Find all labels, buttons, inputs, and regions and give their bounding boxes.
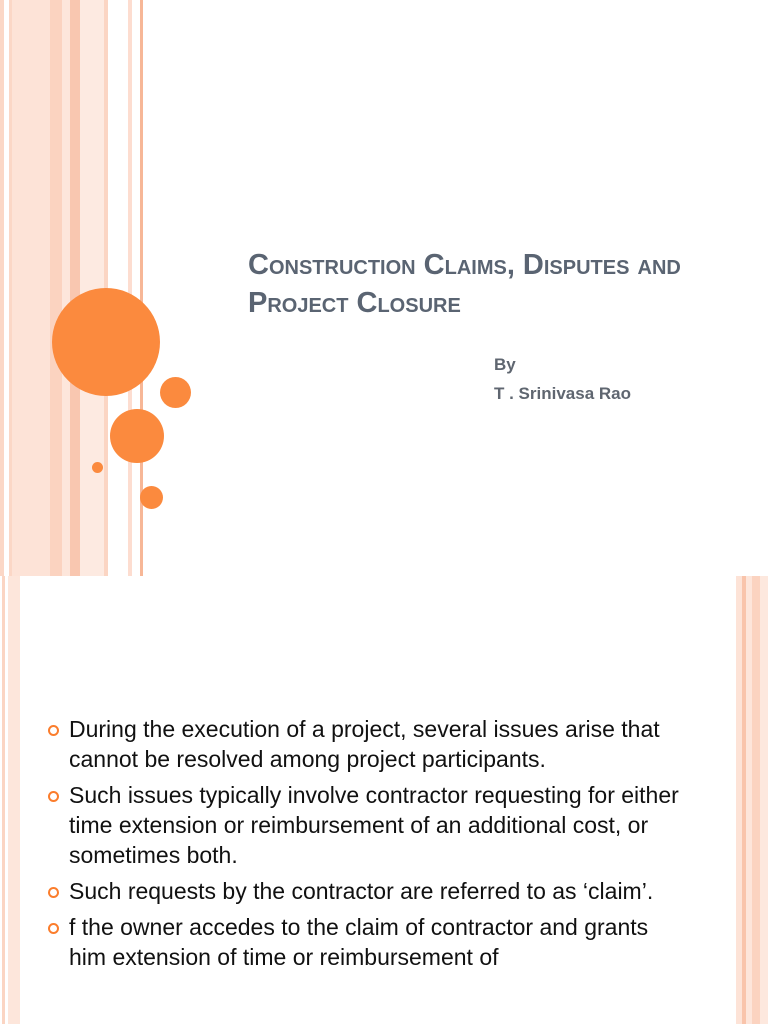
- list-item: [48, 912, 688, 972]
- list-item: [48, 714, 688, 774]
- by-label: By: [494, 355, 516, 374]
- hollow-circle-bullet-icon: [48, 725, 59, 736]
- decorative-stripe: [12, 0, 50, 576]
- hollow-circle-bullet-icon: [48, 791, 59, 802]
- slide-title: Construction Claims, Disputes and Project Closure: [248, 249, 681, 319]
- decorative-stripe: [8, 576, 20, 1024]
- decorative-stripe: [752, 576, 760, 1024]
- decorative-stripe: [0, 0, 4, 576]
- decorative-stripe: [760, 576, 768, 1024]
- decorative-circle-tiny: [92, 462, 103, 473]
- hollow-circle-bullet-icon: [48, 923, 59, 934]
- bullet-text: Such requests by the contractor are referred to as ‘claim’.: [69, 878, 654, 904]
- decorative-stripe: [62, 0, 70, 576]
- decorative-stripe: [50, 0, 62, 576]
- bullet-text: f the owner accedes to the claim of contractor and grants him extension of time or reimbursement of: [69, 914, 649, 970]
- decorative-circle-small: [140, 486, 163, 509]
- list-item: [48, 780, 688, 870]
- bullet-text: During the execution of a project, several issues arise that cannot be resolved among project participants.: [69, 716, 660, 772]
- decorative-stripe: [70, 0, 80, 576]
- hollow-circle-bullet-icon: [48, 887, 59, 898]
- byline: [494, 350, 631, 408]
- decorative-circle-large: [52, 288, 160, 396]
- decorative-circle-small: [160, 377, 191, 408]
- content-slide: [0, 576, 768, 1024]
- bullet-text: Such issues typically involve contractor requesting for either time extension or reimbursement of an additional cost, or sometimes both.: [69, 782, 679, 868]
- list-item: [48, 876, 688, 906]
- decorative-stripe: [2, 576, 5, 1024]
- author-name: T . Srinivasa Rao: [494, 384, 631, 403]
- bullet-list: [48, 714, 688, 978]
- decorative-stripe: [128, 0, 132, 576]
- decorative-circle-medium: [110, 409, 164, 463]
